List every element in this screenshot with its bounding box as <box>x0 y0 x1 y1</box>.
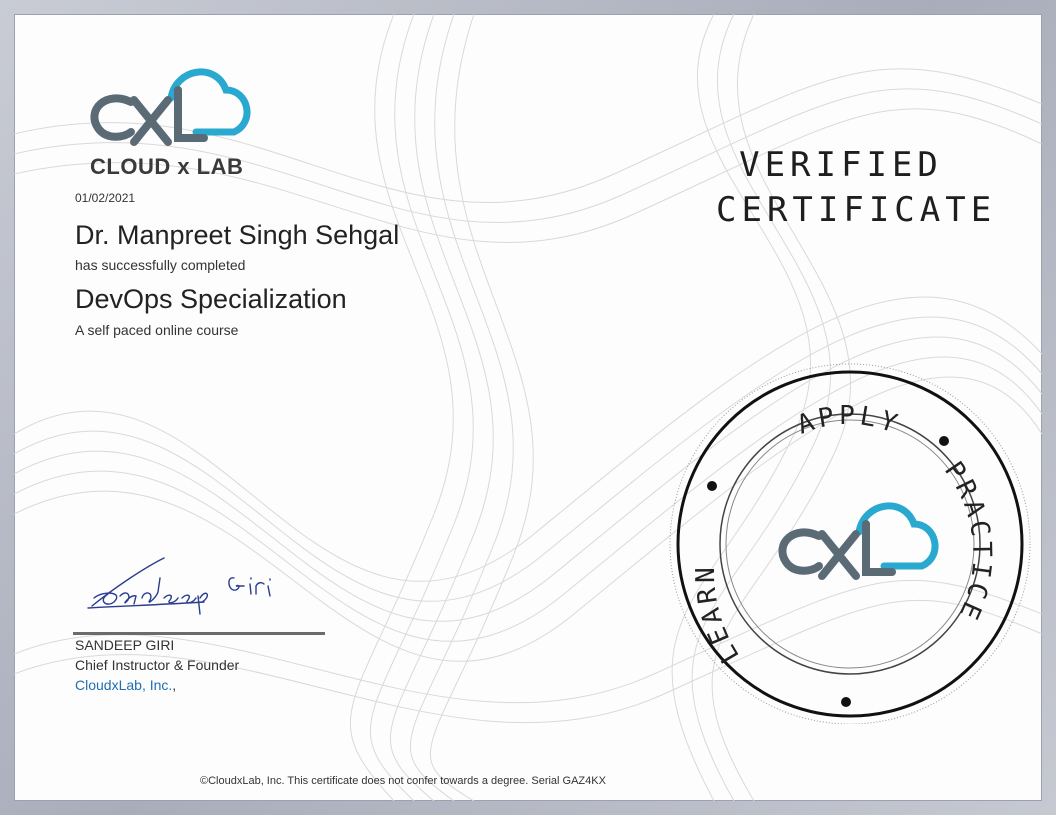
footer-text: ©CloudxLab, Inc. This certificate does not confer towards a degree. Serial GAZ4KX <box>200 775 606 787</box>
seal-text-apply: APPLY <box>793 401 905 441</box>
learn-apply-practice-seal <box>664 354 1034 724</box>
signature-image <box>84 548 304 623</box>
signer-role: Chief Instructor & Founder <box>75 657 240 673</box>
course-name: DevOps Specialization <box>75 284 347 314</box>
issue-date: 01/02/2021 <box>75 191 136 205</box>
signature-line <box>73 632 325 635</box>
organization-link[interactable]: CloudxLab, Inc. <box>75 677 173 693</box>
brand-wordmark: CLOUD x LAB <box>90 154 244 179</box>
organization-suffix: , <box>172 677 177 693</box>
course-description: A self paced online course <box>75 322 239 338</box>
title-certificate: CERTIFICATE <box>716 190 997 230</box>
signer-name: SANDEEP GIRI <box>75 637 175 653</box>
seal-text-practice: PRACTICE <box>938 456 997 628</box>
completed-text: has successfully completed <box>75 257 246 273</box>
certificate-paper <box>14 14 1042 801</box>
organization <box>75 677 176 693</box>
title-verified: VERIFIED <box>739 145 943 185</box>
recipient-name: Dr. Manpreet Singh Sehgal <box>75 220 400 250</box>
seal-text-learn: LEARN <box>691 563 746 669</box>
